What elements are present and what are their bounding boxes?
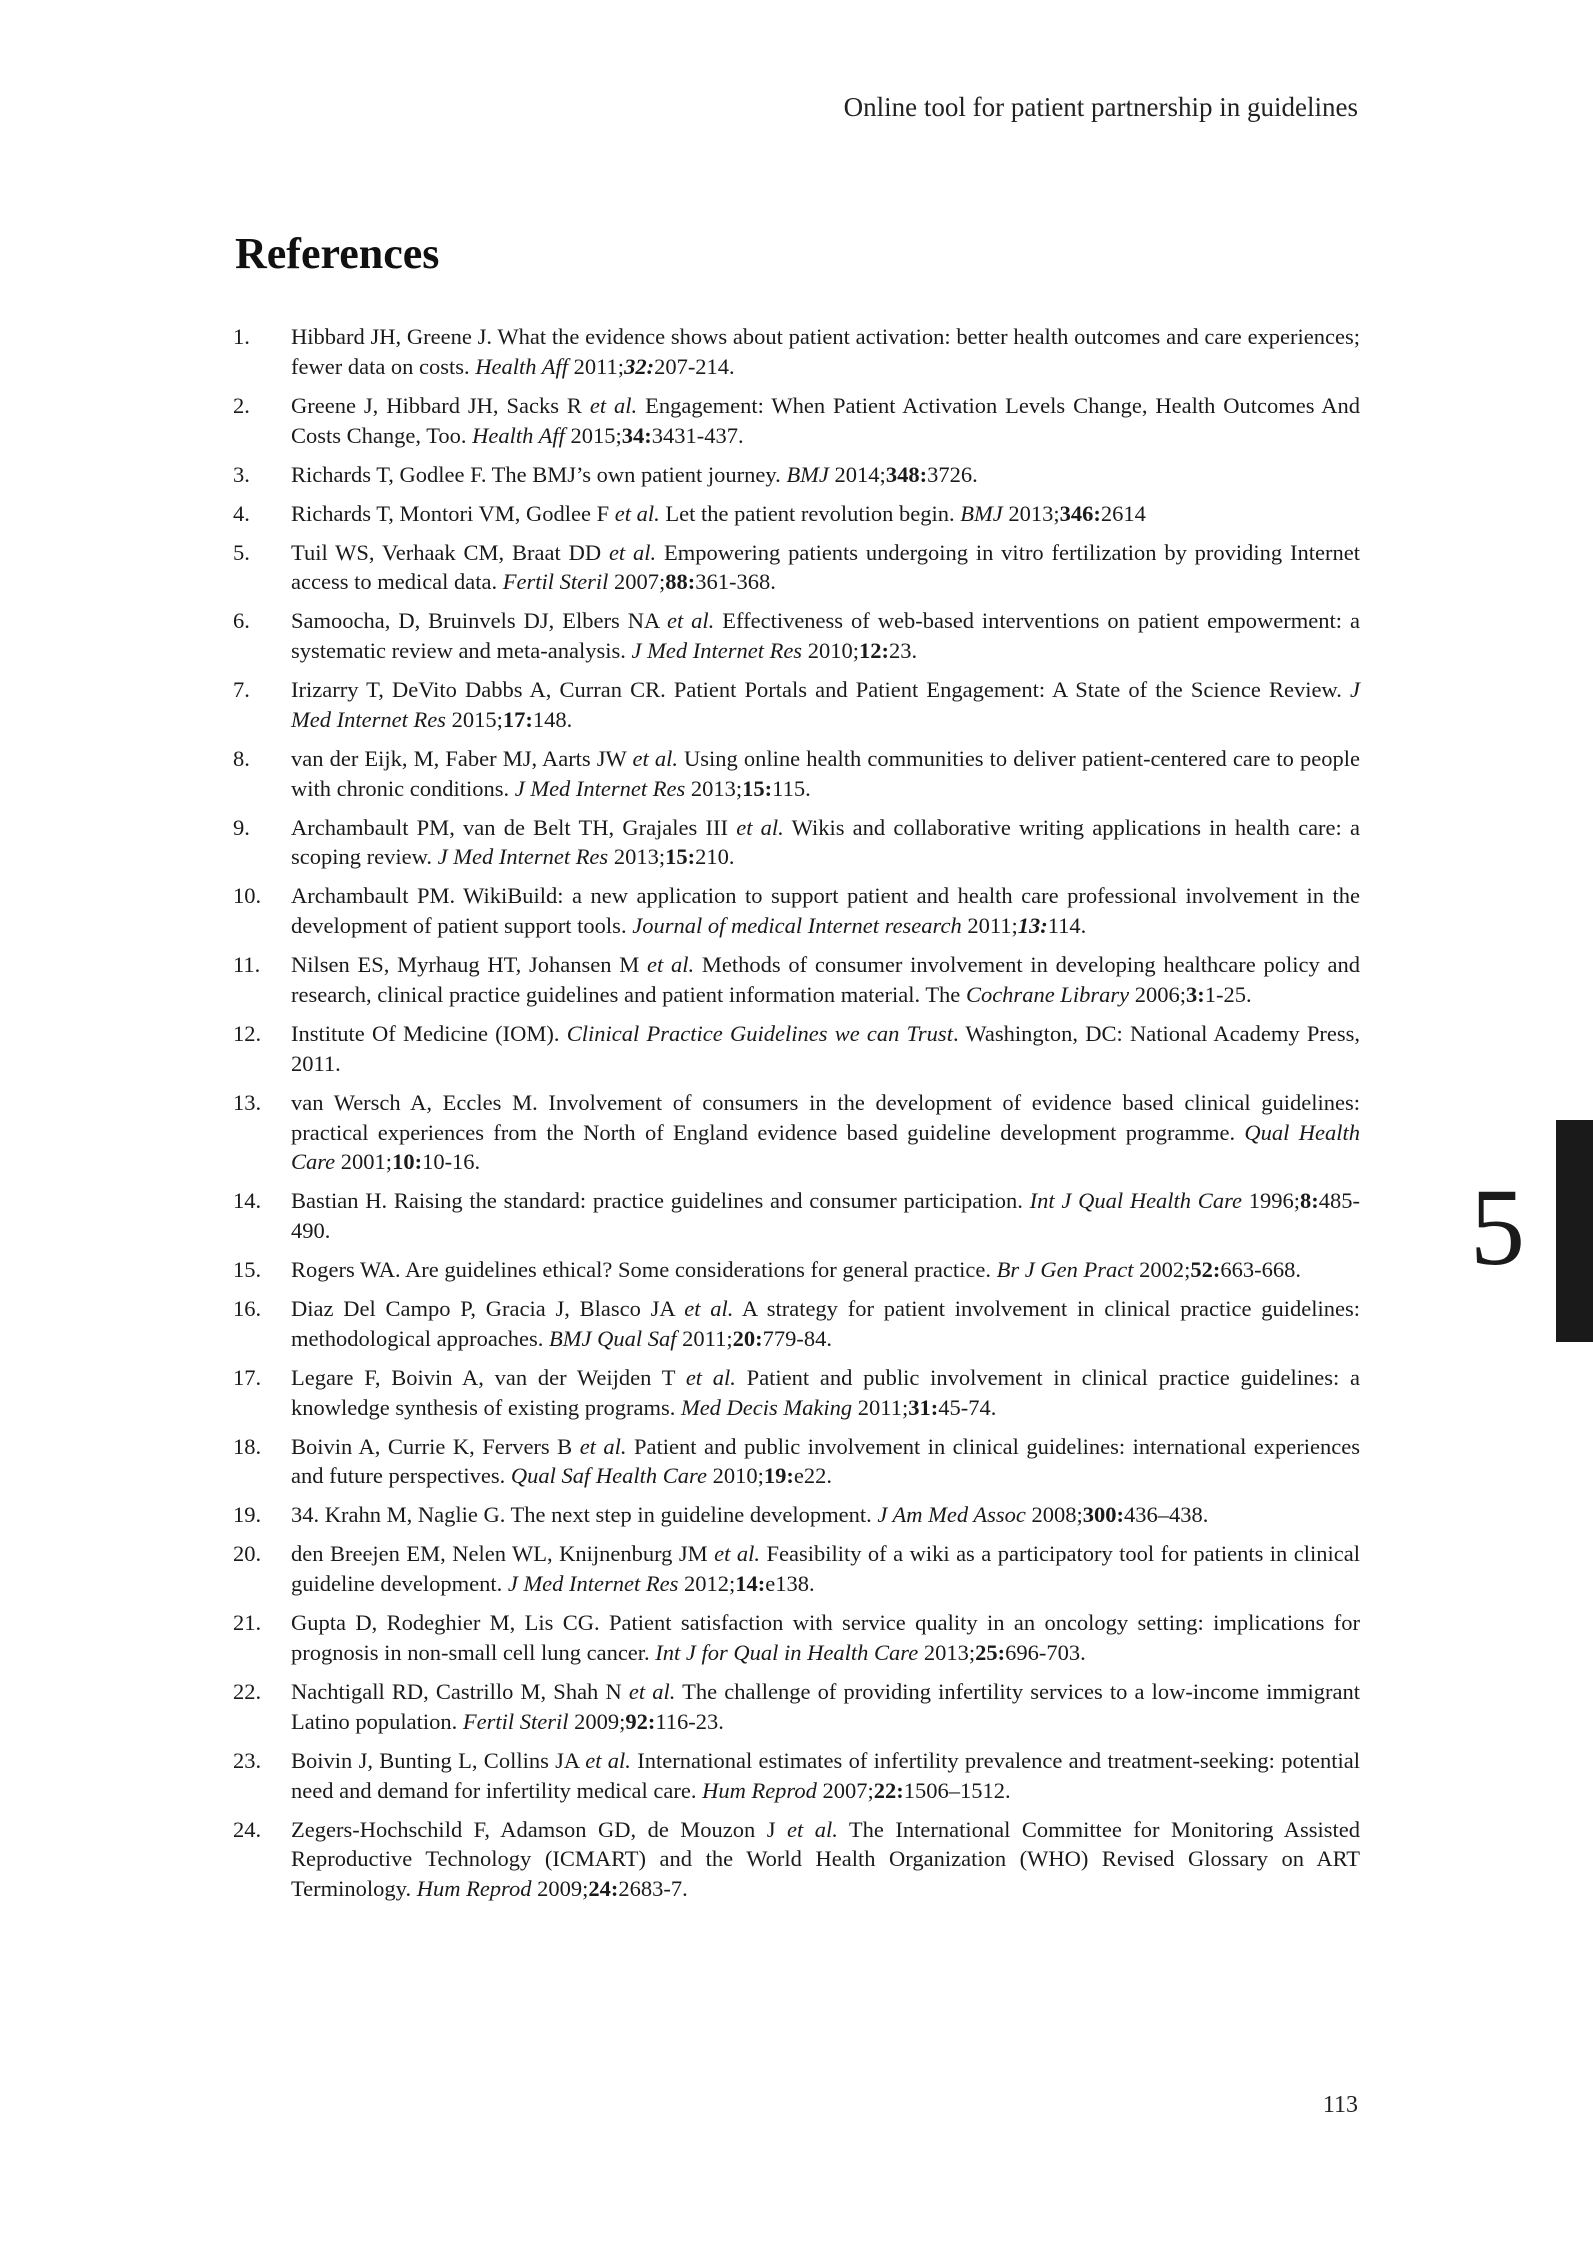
reference-item bbox=[233, 1363, 1360, 1423]
reference-segment: 346: bbox=[1059, 500, 1101, 526]
reference-segment: 2013; bbox=[1002, 500, 1060, 526]
reference-segment: e138. bbox=[765, 1571, 815, 1597]
reference-text bbox=[291, 1019, 1360, 1079]
reference-text bbox=[291, 1608, 1360, 1668]
reference-text bbox=[291, 675, 1360, 735]
reference-segment: 14: bbox=[735, 1571, 766, 1597]
reference-number: 24. bbox=[233, 1816, 262, 1842]
reference-segment: van Wersch A, Eccles M. Involvement of consumers in the development of evidence based clinical guidelines: practical experiences from the North of England evidence based guideline development programme. bbox=[291, 1089, 1360, 1145]
reference-segment: 2683-7. bbox=[618, 1876, 688, 1902]
reference-segment: 25: bbox=[975, 1640, 1006, 1666]
reference-number: 16. bbox=[233, 1296, 262, 1322]
reference-item bbox=[233, 1815, 1360, 1904]
reference-segment: et al. bbox=[632, 745, 678, 771]
reference-segment: 3431-437. bbox=[651, 422, 744, 448]
reference-segment: BMJ bbox=[960, 500, 1003, 526]
reference-segment: 115. bbox=[772, 775, 811, 801]
chapter-number: 5 bbox=[1470, 1166, 1525, 1288]
reference-text bbox=[291, 1255, 1360, 1285]
reference-number: 7. bbox=[233, 677, 250, 703]
reference-segment: Greene J, Hibbard JH, Sacks R bbox=[291, 392, 590, 418]
reference-item bbox=[233, 1746, 1360, 1806]
reference-segment: Effectiveness of web-based interventions on patient empowerment: a systematic review and meta-analysis. bbox=[291, 608, 1360, 664]
reference-text bbox=[291, 950, 1360, 1010]
reference-segment: Let the patient revolution begin. bbox=[659, 500, 961, 526]
reference-segment: Cochrane Library bbox=[965, 982, 1130, 1008]
reference-segment: 210. bbox=[695, 844, 735, 870]
reference-text bbox=[291, 322, 1360, 382]
reference-segment: Institute Of Medicine (IOM). bbox=[291, 1021, 567, 1046]
reference-segment: 92: bbox=[625, 1708, 656, 1734]
reference-text bbox=[291, 813, 1360, 873]
reference-number: 12. bbox=[233, 1021, 262, 1046]
reference-segment: Tuil WS, Verhaak CM, Braat DD bbox=[291, 539, 609, 565]
reference-segment: et al. bbox=[614, 500, 660, 526]
reference-segment: 1-25. bbox=[1204, 982, 1252, 1008]
reference-item bbox=[233, 606, 1360, 666]
reference-text bbox=[291, 1088, 1360, 1177]
reference-segment: Journal of medical Internet research bbox=[632, 913, 962, 939]
reference-item bbox=[233, 813, 1360, 873]
reference-segment: 45-74. bbox=[938, 1394, 997, 1420]
reference-segment: Methods of consumer involvement in developing healthcare policy and research, clinical practice guidelines and patient information material. The bbox=[291, 952, 1360, 1008]
reference-item bbox=[233, 499, 1360, 529]
reference-segment: Archambault PM. WikiBuild: a new application to support patient and health care professional involvement in the development of patient support tools. bbox=[291, 883, 1360, 939]
reference-number: 17. bbox=[233, 1364, 262, 1390]
reference-text bbox=[291, 538, 1360, 598]
reference-segment: Int J Qual Health Care bbox=[1029, 1188, 1242, 1214]
reference-item bbox=[233, 744, 1360, 804]
reference-number: 22. bbox=[233, 1679, 262, 1705]
reference-segment: 3: bbox=[1185, 982, 1205, 1008]
reference-text bbox=[291, 1500, 1360, 1530]
reference-text bbox=[291, 881, 1360, 941]
reference-item bbox=[233, 1294, 1360, 1354]
reference-item bbox=[233, 1608, 1360, 1668]
page-number: 113 bbox=[1322, 2092, 1358, 2118]
reference-segment: 663-668. bbox=[1220, 1257, 1301, 1283]
reference-number: 14. bbox=[233, 1188, 262, 1214]
reference-number: 20. bbox=[233, 1541, 262, 1567]
reference-segment: 114. bbox=[1047, 913, 1087, 939]
reference-list bbox=[233, 322, 1360, 1913]
reference-text bbox=[291, 1815, 1360, 1904]
reference-segment: 24: bbox=[588, 1876, 619, 1902]
reference-item bbox=[233, 950, 1360, 1010]
reference-segment: Boivin A, Currie K, Fervers B bbox=[291, 1433, 580, 1459]
reference-segment: 2007; bbox=[816, 1777, 874, 1803]
reference-item bbox=[233, 1255, 1360, 1285]
reference-number: 10. bbox=[233, 883, 262, 909]
reference-segment: Zegers-Hochschild F, Adamson GD, de Mouzon J bbox=[291, 1816, 787, 1842]
reference-segment: International estimates of infertility prevalence and treatment-seeking: potential need and demand for infertility medical care. bbox=[291, 1747, 1360, 1803]
reference-segment: BMJ Qual Saf bbox=[549, 1325, 677, 1351]
reference-segment: Nachtigall RD, Castrillo M, Shah N bbox=[291, 1679, 629, 1705]
reference-segment: 148. bbox=[532, 706, 573, 732]
reference-segment: Fertil Steril bbox=[502, 569, 609, 595]
reference-segment: 2013; bbox=[685, 775, 743, 801]
reference-segment: Health Aff bbox=[472, 422, 565, 448]
reference-segment: et al. bbox=[608, 539, 657, 565]
reference-text bbox=[291, 391, 1360, 451]
reference-item bbox=[233, 322, 1360, 382]
reference-item bbox=[233, 1019, 1360, 1079]
reference-item bbox=[233, 1186, 1360, 1246]
reference-segment: 2011; bbox=[568, 353, 625, 379]
reference-segment: 348: bbox=[885, 461, 928, 487]
reference-segment: e22. bbox=[793, 1463, 832, 1489]
reference-segment: J Med Internet Res bbox=[631, 638, 803, 664]
reference-segment: 2007; bbox=[608, 569, 666, 595]
reference-text bbox=[291, 1432, 1360, 1492]
reference-segment: Qual Health Care bbox=[291, 1119, 1360, 1175]
section-title: References bbox=[235, 229, 440, 278]
reference-item bbox=[233, 460, 1360, 490]
reference-segment: 361-368. bbox=[695, 569, 776, 595]
reference-segment: Boivin J, Bunting L, Collins JA bbox=[291, 1747, 586, 1773]
reference-segment: 2014; bbox=[828, 461, 886, 487]
reference-item bbox=[233, 675, 1360, 735]
reference-item bbox=[233, 538, 1360, 598]
reference-number: 3. bbox=[233, 461, 250, 487]
reference-number: 21. bbox=[233, 1610, 262, 1636]
reference-segment: 116-23. bbox=[655, 1708, 724, 1734]
reference-number: 9. bbox=[233, 814, 250, 840]
reference-segment: 1506–1512. bbox=[903, 1777, 1011, 1803]
reference-number: 8. bbox=[233, 745, 250, 771]
reference-segment: 696-703. bbox=[1005, 1640, 1086, 1666]
reference-segment: BMJ bbox=[786, 461, 829, 487]
reference-segment: et al. bbox=[736, 814, 784, 840]
reference-segment: et al. bbox=[714, 1541, 760, 1567]
reference-segment: 2002; bbox=[1133, 1257, 1191, 1283]
reference-segment: Br J Gen Pract bbox=[996, 1257, 1134, 1283]
reference-segment: 2009; bbox=[531, 1876, 589, 1902]
reference-segment: 88: bbox=[665, 569, 696, 595]
reference-segment: 2006; bbox=[1129, 982, 1186, 1008]
reference-segment: Clinical Practice Guidelines we can Trust bbox=[566, 1021, 953, 1046]
reference-segment: 1996; bbox=[1241, 1188, 1300, 1214]
reference-segment: The challenge of providing infertility services to a low-income immigrant Latino population. bbox=[291, 1679, 1360, 1734]
reference-segment: Fertil Steril bbox=[462, 1708, 569, 1734]
reference-segment: Health Aff bbox=[475, 353, 569, 379]
reference-segment: 207-214. bbox=[654, 353, 735, 379]
reference-segment: J Med Internet Res bbox=[507, 1571, 679, 1597]
reference-segment: Hibbard JH, Greene J. What the evidence shows about patient activation: better health outcomes and care experiences; fewer data on costs. bbox=[291, 324, 1360, 379]
reference-text bbox=[291, 1539, 1360, 1599]
reference-text bbox=[291, 1294, 1360, 1354]
reference-segment: 22: bbox=[873, 1777, 904, 1803]
reference-text bbox=[291, 1746, 1360, 1806]
reference-segment: 2009; bbox=[568, 1708, 626, 1734]
reference-segment: Legare F, Boivin A, van der Weijden T bbox=[291, 1364, 686, 1390]
reference-segment: Richards T, Godlee F. The BMJ’s own patient journey. bbox=[291, 461, 787, 487]
reference-segment: 2001; bbox=[335, 1149, 393, 1175]
reference-segment: Archambault PM, van de Belt TH, Grajales III bbox=[291, 814, 737, 840]
reference-item bbox=[233, 1088, 1360, 1177]
reference-number: 18. bbox=[233, 1433, 262, 1459]
reference-segment: et al. bbox=[787, 1816, 838, 1842]
reference-item bbox=[233, 1500, 1360, 1530]
reference-segment: A strategy for patient involvement in clinical practice guidelines: methodological approaches. bbox=[291, 1296, 1361, 1351]
reference-segment: 2012; bbox=[678, 1571, 736, 1597]
reference-text bbox=[291, 1677, 1360, 1737]
reference-segment: Using online health communities to deliver patient-centered care to people with chronic conditions. bbox=[291, 745, 1360, 801]
reference-segment: et al. bbox=[684, 1296, 734, 1322]
reference-segment: Richards T, Montori VM, Godlee F bbox=[291, 500, 615, 526]
reference-number: 6. bbox=[233, 608, 250, 634]
reference-segment: Int J for Qual in Health Care bbox=[655, 1640, 919, 1666]
reference-segment: Qual Saf Health Care bbox=[510, 1463, 707, 1489]
reference-segment: Empowering patients undergoing in vitro fertilization by providing Internet access to medical data. bbox=[291, 539, 1360, 595]
chapter-tab-marker bbox=[1556, 1120, 1593, 1342]
reference-segment: et al. bbox=[666, 608, 715, 634]
reference-item bbox=[233, 1539, 1360, 1599]
reference-segment: J Med Internet Res bbox=[437, 844, 609, 870]
reference-segment: et al. bbox=[579, 1433, 627, 1459]
reference-segment: Patient and public involvement in clinical guidelines: international experiences and future perspectives. bbox=[291, 1433, 1360, 1489]
reference-segment: 436–438. bbox=[1124, 1502, 1209, 1528]
reference-segment: Hum Reprod bbox=[416, 1876, 532, 1902]
reference-text bbox=[291, 744, 1360, 804]
reference-segment: 17: bbox=[502, 706, 533, 732]
reference-segment: Nilsen ES, Myrhaug HT, Johansen M bbox=[291, 952, 648, 978]
reference-segment: Patient and public involvement in clinical practice guidelines: a knowledge synthesis of existing programs. bbox=[291, 1364, 1360, 1420]
reference-segment: 2010; bbox=[802, 638, 859, 664]
reference-segment: 2015; bbox=[564, 422, 622, 448]
reference-item bbox=[233, 881, 1360, 941]
reference-number: 23. bbox=[233, 1747, 262, 1773]
reference-number: 19. bbox=[233, 1502, 262, 1528]
reference-segment: . Washington, DC: National Academy Press, 2011. bbox=[291, 1021, 1361, 1076]
reference-segment: Med Decis Making bbox=[680, 1394, 853, 1420]
reference-segment: et al. bbox=[589, 392, 638, 418]
reference-text bbox=[291, 606, 1360, 666]
reference-segment: 3726. bbox=[927, 461, 978, 487]
reference-segment: Wikis and collaborative writing applications in health care: a scoping review. bbox=[291, 814, 1360, 870]
reference-segment: Samoocha, D, Bruinvels DJ, Elbers NA bbox=[291, 608, 667, 634]
reference-segment: 485-490. bbox=[291, 1188, 1360, 1244]
reference-segment: 52: bbox=[1190, 1257, 1221, 1283]
reference-segment: 23. bbox=[888, 638, 918, 664]
reference-item bbox=[233, 1432, 1360, 1492]
reference-segment: 15: bbox=[742, 775, 773, 801]
reference-text bbox=[291, 1363, 1360, 1423]
reference-segment: et al. bbox=[585, 1747, 631, 1773]
reference-segment: J Am Med Assoc bbox=[877, 1502, 1026, 1528]
reference-segment: 32: bbox=[624, 353, 655, 379]
reference-segment: Irizarry T, DeVito Dabbs A, Curran CR. Patient Portals and Patient Engagement: A State of the Science Review. bbox=[291, 677, 1350, 703]
reference-segment: Feasibility of a wiki as a participatory tool for patients in clinical guideline development. bbox=[291, 1541, 1360, 1597]
reference-number: 13. bbox=[233, 1089, 262, 1115]
reference-number: 5. bbox=[233, 539, 250, 565]
reference-segment: 13: bbox=[1017, 913, 1048, 939]
reference-segment: The International Committee for Monitoring Assisted Reproductive Technology (ICMART) and the World Health Organization (WHO) Revised Glossary on ART Terminology. bbox=[291, 1816, 1361, 1902]
reference-segment: 31: bbox=[908, 1394, 939, 1420]
reference-segment: et al. bbox=[647, 952, 695, 978]
reference-segment: J Med Internet Res bbox=[291, 677, 1360, 732]
reference-text bbox=[291, 1186, 1360, 1246]
reference-segment: 779-84. bbox=[762, 1325, 832, 1351]
reference-segment: 2015; bbox=[445, 706, 503, 732]
reference-number: 2. bbox=[233, 392, 250, 418]
reference-segment: 8: bbox=[1300, 1188, 1319, 1214]
reference-segment: et al. bbox=[685, 1364, 736, 1390]
reference-segment: 2011; bbox=[961, 913, 1018, 939]
reference-number: 4. bbox=[233, 500, 250, 526]
reference-segment: Hum Reprod bbox=[702, 1777, 817, 1803]
running-header: Online tool for patient partnership in guidelines bbox=[843, 92, 1358, 122]
reference-segment: den Breejen EM, Nelen WL, Knijnenburg JM bbox=[291, 1541, 715, 1567]
reference-segment: 15: bbox=[665, 844, 696, 870]
reference-segment: 12: bbox=[858, 638, 889, 664]
reference-segment: 19: bbox=[763, 1463, 794, 1489]
reference-segment: Rogers WA. Are guidelines ethical? Some considerations for general practice. bbox=[291, 1257, 997, 1283]
reference-text bbox=[291, 460, 1360, 490]
reference-segment: 2013; bbox=[918, 1640, 976, 1666]
reference-number: 1. bbox=[233, 324, 250, 349]
reference-segment: 34. Krahn M, Naglie G. The next step in guideline development. bbox=[291, 1502, 878, 1528]
reference-segment: 20: bbox=[732, 1325, 763, 1351]
reference-segment: 2011; bbox=[676, 1325, 733, 1351]
reference-segment: 300: bbox=[1082, 1502, 1124, 1528]
reference-item bbox=[233, 391, 1360, 451]
reference-segment: 2008; bbox=[1025, 1502, 1083, 1528]
reference-segment: 2010; bbox=[706, 1463, 764, 1489]
reference-segment: J Med Internet Res bbox=[514, 775, 686, 801]
reference-number: 15. bbox=[233, 1257, 262, 1283]
reference-item bbox=[233, 1677, 1360, 1737]
reference-segment: et al. bbox=[628, 1679, 676, 1705]
reference-segment: 2614 bbox=[1100, 500, 1146, 526]
reference-segment: Bastian H. Raising the standard: practice guidelines and consumer participation. bbox=[291, 1188, 1030, 1214]
reference-segment: 2013; bbox=[608, 844, 666, 870]
reference-segment: 10-16. bbox=[422, 1149, 481, 1175]
reference-number: 11. bbox=[233, 952, 261, 978]
reference-segment: 10: bbox=[392, 1149, 423, 1175]
reference-segment: 2011; bbox=[852, 1394, 909, 1420]
reference-segment: van der Eijk, M, Faber MJ, Aarts JW bbox=[291, 745, 633, 771]
reference-segment: Diaz Del Campo P, Gracia J, Blasco JA bbox=[291, 1296, 685, 1322]
reference-segment: 34: bbox=[621, 422, 652, 448]
reference-segment: Gupta D, Rodeghier M, Lis CG. Patient satisfaction with service quality in an oncology setting: implications for prognosis in non-small cell lung cancer. bbox=[291, 1610, 1360, 1666]
reference-segment: Engagement: When Patient Activation Levels Change, Health Outcomes And Costs Change, Too. bbox=[291, 392, 1360, 448]
reference-text bbox=[291, 499, 1360, 529]
